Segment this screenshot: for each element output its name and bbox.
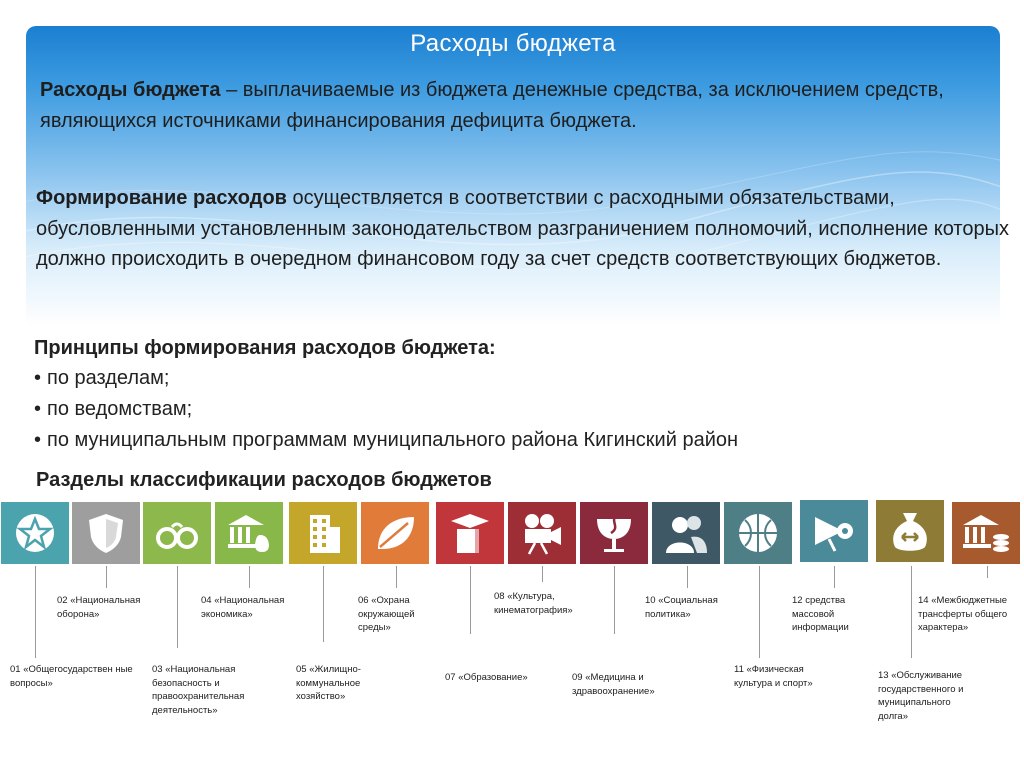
connector-line (35, 566, 36, 658)
connector-line (323, 566, 324, 642)
connector-line (396, 566, 397, 588)
connector-line (470, 566, 471, 634)
list-item-text: по муниципальным программам муниципального района Кигинский район (47, 429, 739, 451)
section-label-05: 05 «Жилищно-коммунальное хозяйство» (296, 664, 361, 702)
leaf-icon (370, 511, 420, 555)
connector-line (614, 566, 615, 634)
section-label-08: 08 «Культура, кинематография» (494, 591, 573, 616)
section-tile-09 (580, 502, 648, 564)
connector-line (911, 566, 912, 658)
formation-paragraph (36, 183, 1011, 275)
bullet: • (34, 429, 42, 451)
bank-money-icon (224, 511, 274, 555)
formation-term: Формирование расходов (36, 187, 287, 209)
section-label-04: 04 «Национальная экономика» (201, 595, 285, 620)
section-tile-14 (952, 502, 1020, 564)
principles-heading: Принципы формирования расходов бюджета: (34, 337, 496, 359)
title-banner (26, 26, 1000, 326)
section-tile-07 (436, 502, 504, 564)
list-item (34, 363, 1014, 394)
principles-list (34, 363, 1014, 456)
section-tile-13 (876, 500, 944, 562)
connector-line (687, 566, 688, 588)
section-tile-02 (72, 502, 140, 564)
megaphone-icon (809, 509, 859, 553)
connector-line (759, 566, 760, 658)
section-label-13: 13 «Обслуживание государственного и муниципального долга» (878, 670, 964, 722)
formation-text: осуществляется в соответствии с расходными обязательствами, обусловленными установленным законодательством разграничением полномочий, исполнение которых должно происходить в очередном финансовом году за счет средств соответствующих бюджетов. (36, 187, 1009, 270)
connector-line (542, 566, 543, 582)
section-label-09: 09 «Медицина и здравоохранение» (572, 672, 655, 697)
section-tile-12 (800, 500, 868, 562)
section-tile-10 (652, 502, 720, 564)
connector-line (834, 566, 835, 588)
handcuffs-icon (152, 511, 202, 555)
section-label-12: 12 средства массовой информации (792, 595, 849, 633)
bullet: • (34, 398, 42, 420)
section-tile-06 (361, 502, 429, 564)
list-item-text: по ведомствам; (47, 398, 193, 420)
wave-decoration (26, 26, 1000, 326)
list-item (34, 425, 1014, 456)
sections-heading: Разделы классификации расходов бюджетов (36, 469, 492, 491)
definition-text: – выплачиваемые из бюджета денежные средства, за исключением средств, являющихся источниками финансирования дефицита бюджета. (40, 79, 944, 132)
connector-line (249, 566, 250, 588)
list-item (34, 394, 1014, 425)
people-icon (661, 511, 711, 555)
section-tile-03 (143, 502, 211, 564)
ball-icon (733, 511, 783, 555)
section-tile-01 (1, 502, 69, 564)
star-icon (10, 511, 60, 555)
page-title: Расходы бюджета (410, 30, 616, 57)
building-icon (298, 511, 348, 555)
list-item-text: по разделам; (47, 367, 170, 389)
section-label-14: 14 «Межбюджетные трансферты общего характера» (918, 595, 1008, 633)
section-label-06: 06 «Охрана окружающей среды» (358, 595, 415, 633)
shield-icon (81, 511, 131, 555)
section-label-01: 01 «Общегосударствен ные вопросы» (10, 664, 133, 689)
definition-term: Расходы бюджета (40, 79, 221, 101)
film-camera-icon (517, 511, 567, 555)
section-tile-08 (508, 502, 576, 564)
definition-paragraph (40, 75, 960, 136)
section-label-11: 11 «Физическая культура и спорт» (734, 664, 813, 689)
section-label-02: 02 «Национальная оборона» (57, 595, 141, 620)
graduation-book-icon (445, 511, 495, 555)
section-label-10: 10 «Социальная политика» (645, 595, 718, 620)
bank-coins-icon (961, 511, 1011, 555)
connector-line (106, 566, 107, 588)
section-tile-04 (215, 502, 283, 564)
section-tile-05 (289, 502, 357, 564)
principles-block (34, 333, 1014, 456)
section-label-03: 03 «Национальная безопасность и правоохранительная деятельность» (152, 664, 245, 716)
medicine-icon (589, 511, 639, 555)
money-bag-icon (885, 509, 935, 553)
connector-line (177, 566, 178, 648)
connector-line (987, 566, 988, 578)
section-label-07: 07 «Образование» (445, 672, 528, 683)
section-tile-11 (724, 502, 792, 564)
bullet: • (34, 367, 42, 389)
